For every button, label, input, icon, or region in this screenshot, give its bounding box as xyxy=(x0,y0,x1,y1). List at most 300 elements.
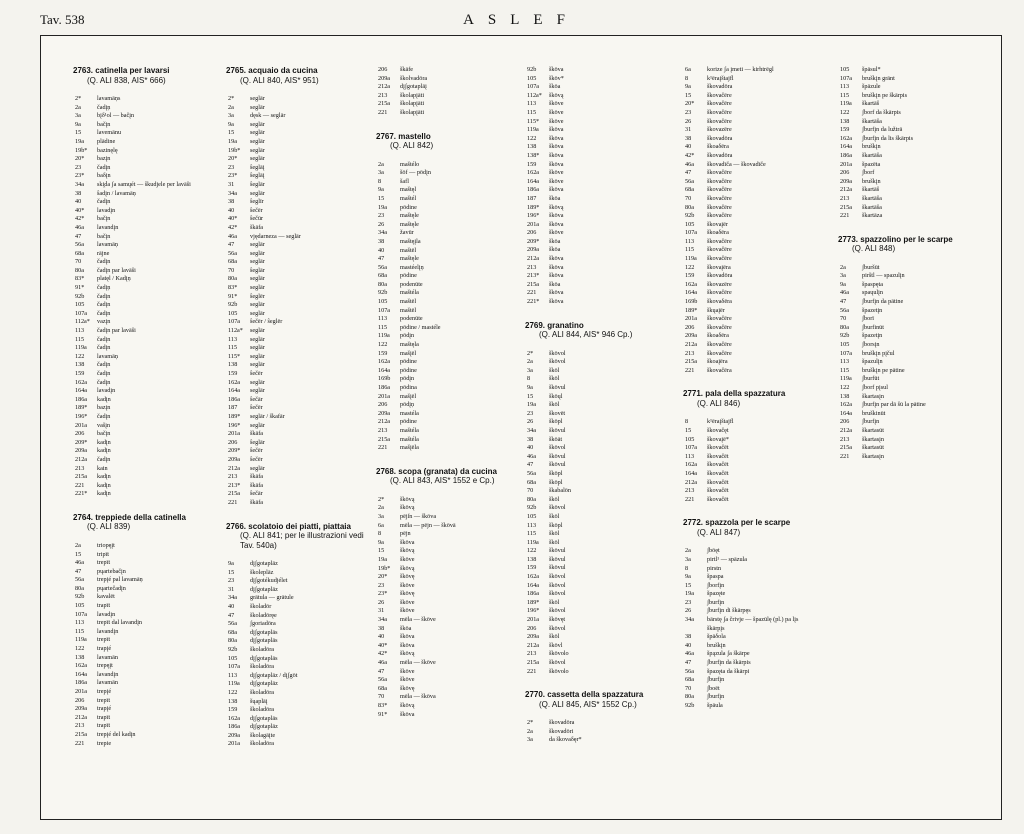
dialect-entry xyxy=(73,576,221,585)
dialect-form: škartasūt xyxy=(862,426,884,434)
dialect-form: škōvul xyxy=(549,547,566,555)
section-title xyxy=(226,66,371,85)
point-code: 119a xyxy=(75,636,87,644)
dialect-entry xyxy=(838,367,996,376)
point-code: 105 xyxy=(378,298,388,306)
dialect-entry xyxy=(525,384,677,393)
dialect-entry xyxy=(838,75,996,84)
point-code: 68a xyxy=(228,258,237,266)
point-code: 9a xyxy=(685,573,691,581)
dialect-entry xyxy=(73,671,221,680)
dialect-entry xyxy=(683,307,833,316)
point-code: 119a xyxy=(378,332,390,340)
point-code: 42* xyxy=(75,215,85,223)
point-code: 115 xyxy=(527,530,537,538)
point-code: 80a xyxy=(685,693,694,701)
point-code: 70 xyxy=(228,266,235,274)
dialect-entry xyxy=(683,195,833,204)
point-code: 215a xyxy=(378,435,391,443)
point-code: 113 xyxy=(840,358,850,366)
section-number: 2763. xyxy=(73,66,94,75)
point-code: 42* xyxy=(685,151,695,159)
dialect-form: škōva xyxy=(549,272,564,280)
dialect-form: maštęle xyxy=(400,220,419,228)
dialect-form: škovačēre xyxy=(707,255,732,263)
point-code: 107a xyxy=(840,74,853,82)
point-code: 112a* xyxy=(527,91,542,99)
dialect-entry xyxy=(73,147,221,156)
dialect-entry xyxy=(525,92,677,101)
dialect-form: čadįn par lavāši xyxy=(97,327,136,335)
point-code: 92b xyxy=(685,702,695,709)
dialect-entry xyxy=(838,264,996,273)
point-code: 213 xyxy=(685,349,695,357)
dialect-form: seglār xyxy=(250,120,265,128)
dialect-form: škovačēt xyxy=(707,478,729,486)
dialect-form: škōa xyxy=(549,194,561,202)
point-code: 80a xyxy=(75,266,84,274)
dialect-form: ŝečār xyxy=(250,395,263,403)
point-code: 201a xyxy=(75,688,88,695)
point-code: 189* xyxy=(75,404,88,412)
point-code: 105 xyxy=(75,602,85,610)
dialect-entry xyxy=(376,401,521,410)
dialect-form: škōva xyxy=(549,212,564,220)
dialect-entry xyxy=(683,607,833,616)
dialect-entry xyxy=(525,66,677,75)
dialect-form: škovačēre xyxy=(707,177,732,185)
dialect-form: ŝečēr xyxy=(250,455,263,463)
dialect-form: mēla — škōve xyxy=(400,616,436,624)
point-code: 19b* xyxy=(75,146,88,154)
dialect-entry xyxy=(683,470,833,479)
dialect-entry xyxy=(226,336,371,345)
dialect-entry xyxy=(226,190,371,199)
dialect-entry xyxy=(838,100,996,109)
point-code: 215a xyxy=(527,659,540,666)
point-code: 42* xyxy=(228,223,238,231)
dialect-form: mastéla xyxy=(400,409,419,417)
point-code: 70 xyxy=(685,684,692,692)
dialect-entry xyxy=(226,723,371,732)
dialect-form: pōdine xyxy=(400,203,417,211)
dialect-form: školadōra xyxy=(250,740,275,748)
dialect-entry xyxy=(73,336,221,345)
plate-number: Tav. 538 xyxy=(40,12,85,27)
dialect-form: škōl xyxy=(549,366,560,374)
dialect-form: školadōra xyxy=(250,706,275,714)
dialect-form: čadįn xyxy=(97,378,111,386)
dialect-entry xyxy=(73,327,221,336)
point-code: 113 xyxy=(685,237,695,245)
dialect-form: lavamān xyxy=(97,653,118,661)
point-code: 213* xyxy=(527,272,540,280)
dialect-entry xyxy=(525,427,677,436)
map-section xyxy=(376,467,521,719)
dialect-form: maštél xyxy=(400,194,417,202)
point-code: 38 xyxy=(685,633,692,641)
point-code: 68a xyxy=(378,684,387,692)
dialect-form: trepie xyxy=(97,739,112,747)
dialect-form: škovazēre xyxy=(707,126,732,134)
point-code: 107a xyxy=(228,318,241,326)
section-reference: (Q. ALI 842) xyxy=(390,141,434,151)
dialect-form: plādine xyxy=(97,137,116,145)
section-name: pala della spazzatura xyxy=(705,389,786,399)
point-code: 31 xyxy=(685,126,692,134)
point-code: 206 xyxy=(840,169,850,177)
point-code: 15 xyxy=(378,547,385,555)
dialect-entry xyxy=(73,224,221,233)
dialect-entry xyxy=(838,109,996,118)
dialect-form: škāfa xyxy=(250,223,264,231)
dialect-entry xyxy=(73,654,221,663)
dialect-entry xyxy=(525,143,677,152)
dialect-form: škovaδēra xyxy=(707,298,732,306)
dialect-form: škōvolo xyxy=(549,667,569,675)
dialect-entry xyxy=(226,655,371,664)
dialect-form: bruškinūt xyxy=(862,409,886,417)
dialect-entry xyxy=(525,582,677,591)
point-code: 40 xyxy=(527,444,534,452)
dialect-entry xyxy=(838,324,996,333)
dialect-form: škōvą xyxy=(400,504,415,512)
dialect-entry xyxy=(683,616,833,625)
section-title xyxy=(838,235,996,254)
dialect-form: škovadōra xyxy=(707,134,733,142)
dialect-form: trapįé xyxy=(97,645,112,653)
dialect-entry xyxy=(525,367,677,376)
dialect-form: seglār xyxy=(250,129,265,137)
dialect-form: škovačēre xyxy=(707,117,732,125)
section-name: scopa (granata) da cucina xyxy=(398,466,497,476)
dialect-form: ʃborī xyxy=(862,315,875,323)
dialect-form: ʃburfįn da škārpis xyxy=(707,659,751,667)
map-section xyxy=(683,518,833,710)
dialect-entry xyxy=(683,118,833,127)
map-section xyxy=(376,132,521,453)
dialect-form: pējſn — škōva xyxy=(400,512,437,520)
dialect-entry xyxy=(838,161,996,170)
point-code: 213 xyxy=(228,473,238,481)
point-code: 105 xyxy=(527,74,537,82)
dialect-entry xyxy=(683,229,833,238)
dialect-form: ŝečēr xyxy=(250,447,263,455)
point-code: 70 xyxy=(840,315,847,323)
point-code: 2a xyxy=(527,358,533,366)
point-code: 107a xyxy=(840,349,853,357)
dialect-form: trepīt xyxy=(97,696,111,704)
dialect-form: škōve xyxy=(549,169,564,177)
point-code: 169b xyxy=(685,298,698,306)
dialect-form: mēla — pējn — škōvā xyxy=(400,521,456,529)
dialect-entry xyxy=(838,332,996,341)
dialect-form: školapįāti xyxy=(400,108,425,116)
dialect-entry xyxy=(683,556,833,565)
dialect-entry xyxy=(838,350,996,359)
dialect-form: trapīt xyxy=(97,722,111,730)
point-code: 189* xyxy=(527,203,540,211)
dialect-form: škōvę xyxy=(400,573,415,581)
dialect-form: ŝeglāį xyxy=(250,163,265,171)
point-code: 105 xyxy=(685,435,695,443)
dialect-entry xyxy=(73,439,221,448)
point-code: 113 xyxy=(378,315,388,323)
point-code: 92b xyxy=(840,332,850,340)
section-title xyxy=(73,513,221,532)
dialect-entry xyxy=(683,358,833,367)
dialect-form: ʃburfįn xyxy=(707,693,725,701)
dialect-form: pųartečadįn xyxy=(97,584,126,592)
point-code: 47 xyxy=(378,255,385,263)
point-code: 186a xyxy=(75,679,88,687)
dialect-form: školvadōra xyxy=(400,74,428,82)
point-code: 122 xyxy=(685,263,695,271)
point-code: 221* xyxy=(75,490,88,498)
section-reference: (Q. ALI 845, AIS* 1552 Cp.) xyxy=(539,699,637,709)
point-code: 115 xyxy=(685,246,695,254)
dialect-entry xyxy=(376,556,521,565)
dialect-entry xyxy=(73,662,221,671)
dialect-entry xyxy=(683,186,833,195)
dialect-form: maštēl xyxy=(400,246,417,254)
dialect-form: škovačēre xyxy=(707,203,732,211)
point-code: 38 xyxy=(228,198,235,206)
dialect-entry xyxy=(226,344,371,353)
dialect-form: škōva xyxy=(549,66,564,73)
dialect-form: pirtl¹ — spāzula xyxy=(707,555,748,563)
point-code: 91* xyxy=(75,284,85,292)
point-code: 105 xyxy=(527,512,537,520)
point-code: 159 xyxy=(228,706,238,714)
point-code: 206 xyxy=(75,696,85,704)
dialect-form: škovaįēra xyxy=(707,263,731,271)
dialect-form: bazinęlę xyxy=(97,146,118,154)
dialect-entry xyxy=(226,646,371,655)
point-code: 201a xyxy=(685,315,698,323)
dialect-form: škōpl xyxy=(549,469,563,477)
point-code: 92b xyxy=(75,292,85,300)
dialect-entry xyxy=(73,138,221,147)
dialect-entry xyxy=(73,155,221,164)
dialect-entry xyxy=(376,625,521,634)
point-code: 105 xyxy=(840,66,850,73)
dialect-form: škōvol xyxy=(549,358,566,366)
dialect-entry xyxy=(376,633,521,642)
dialect-entry xyxy=(525,264,677,273)
point-code: 80a xyxy=(75,584,84,592)
dialect-form: pōdine / mastéle xyxy=(400,323,441,331)
map-section xyxy=(525,66,677,307)
point-code: 221 xyxy=(840,212,850,220)
point-code: 20* xyxy=(685,100,695,108)
point-code: 47 xyxy=(228,241,235,249)
point-code: 112a* xyxy=(75,318,90,326)
dialect-form: ʃburfįn xyxy=(862,418,880,426)
dialect-form: špązula ʃa škārpe xyxy=(707,650,750,658)
dialect-form: ʃburfįn di škārpęs xyxy=(707,607,751,615)
dialect-entry xyxy=(226,147,371,156)
dialect-form: škovadōra xyxy=(707,83,733,91)
dialect-entry xyxy=(226,439,371,448)
dialect-form: škōa xyxy=(549,246,561,254)
dialect-entry xyxy=(683,135,833,144)
dialect-entry xyxy=(73,482,221,491)
point-code: 46a xyxy=(685,160,694,168)
point-code: 162a xyxy=(75,378,88,386)
dialect-entry xyxy=(73,430,221,439)
dialect-entry xyxy=(683,204,833,213)
section-title xyxy=(525,690,677,709)
dialect-entry xyxy=(226,637,371,646)
dialect-entry xyxy=(683,255,833,264)
dialect-form: bačįn xyxy=(97,215,111,223)
dialect-form: kadįn xyxy=(97,438,111,446)
point-code: 23* xyxy=(75,172,85,180)
dialect-form: škovēt xyxy=(549,409,566,417)
point-code: 47 xyxy=(75,232,82,240)
dialect-form: škōvul xyxy=(549,426,566,434)
dialect-entry xyxy=(226,715,371,724)
point-code: 164a xyxy=(228,387,241,395)
dialect-form: škōvą xyxy=(400,650,415,658)
section-reference: (Q. ALI 847) xyxy=(697,527,741,537)
dialect-form: bačįn xyxy=(97,430,111,438)
dialect-entry xyxy=(838,204,996,213)
dialect-form: škovačēre xyxy=(707,323,732,331)
dialect-form: čadįn xyxy=(97,163,111,171)
dialect-form: škųaįēr xyxy=(707,306,725,314)
section-name: catinella per lavarsi xyxy=(95,66,170,75)
map-section xyxy=(226,522,371,750)
dialect-entry xyxy=(226,612,371,621)
dialect-entry xyxy=(73,207,221,216)
point-code: 40 xyxy=(685,641,692,649)
dialect-form: baδįn xyxy=(97,172,111,180)
point-code: 119a xyxy=(527,538,539,546)
point-code: 122 xyxy=(527,547,537,555)
dialect-form: škartāš xyxy=(862,186,880,194)
dialect-entry xyxy=(838,178,996,187)
point-code: 68a xyxy=(685,186,694,194)
point-code: 34a xyxy=(75,180,84,188)
dialect-form: škōvul xyxy=(549,384,566,391)
dialect-form: ŝeglār xyxy=(250,266,265,274)
dialect-form: škoaδēra xyxy=(707,143,729,151)
point-code: 113 xyxy=(228,335,238,343)
dialect-entry xyxy=(525,659,677,668)
point-code: 186a xyxy=(378,384,391,391)
map-section xyxy=(525,690,677,745)
dialect-entry xyxy=(376,384,521,393)
dialect-entry xyxy=(683,83,833,92)
dialect-entry xyxy=(525,470,677,479)
point-code: 23* xyxy=(228,172,238,180)
dialect-form: pōdįn xyxy=(400,375,415,383)
point-code: 70 xyxy=(685,194,692,202)
dialect-form: škōvą xyxy=(400,702,415,709)
point-code: 68a xyxy=(685,676,694,684)
point-code: 2a xyxy=(75,103,81,111)
point-code: 3a xyxy=(685,555,691,563)
dialect-entry xyxy=(376,702,521,711)
dialect-entry xyxy=(525,135,677,144)
point-code: 105 xyxy=(685,220,695,228)
point-code: 162a xyxy=(228,714,241,722)
dialect-form: ʃburfūt xyxy=(862,375,880,383)
dialect-form: škōvą xyxy=(400,495,415,503)
dialect-entry xyxy=(226,293,371,302)
dialect-form: škōve xyxy=(400,676,415,684)
dialect-entry xyxy=(73,198,221,207)
point-code: 46a xyxy=(378,659,387,667)
dialect-entry xyxy=(683,565,833,574)
dialect-form: čadįn xyxy=(97,335,111,343)
dialect-entry xyxy=(838,341,996,350)
dialect-form: seglār xyxy=(250,378,265,386)
dialect-form: bazįn xyxy=(97,155,111,163)
point-code: 221 xyxy=(75,481,85,489)
dialect-entry xyxy=(226,361,371,370)
point-code: 119a xyxy=(685,255,697,263)
column-2 xyxy=(226,66,371,763)
dialect-form: škovaįē* xyxy=(707,435,729,443)
dialect-entry xyxy=(683,650,833,659)
dialect-entry xyxy=(73,353,221,362)
dialect-entry xyxy=(376,272,521,281)
dialect-form: škōva xyxy=(549,298,564,306)
dialect-form: školadōr xyxy=(250,602,272,610)
point-code: 26 xyxy=(527,418,534,426)
dialect-form: škovadōra xyxy=(707,151,733,159)
point-code: 15 xyxy=(685,581,692,589)
point-code: 221 xyxy=(840,452,850,460)
dialect-entry xyxy=(376,522,521,531)
dialect-form: dįʃgotaplāz xyxy=(250,680,278,688)
dialect-form: ʃborf xyxy=(862,169,875,177)
dialect-entry xyxy=(683,453,833,462)
dialect-form: škōl xyxy=(549,538,560,546)
point-code: 221 xyxy=(228,498,238,506)
section-name: acquaio da cucina xyxy=(248,66,318,75)
dialect-form: seglār / škafār xyxy=(250,412,285,420)
dialect-entry xyxy=(73,129,221,138)
dialect-entry xyxy=(226,95,371,104)
dialect-form: škovačēre xyxy=(707,341,732,348)
point-code: 6a xyxy=(378,521,384,529)
dialect-form: škovačēre xyxy=(707,108,732,116)
point-code: 115* xyxy=(527,117,540,125)
dialect-form: čadįn xyxy=(97,361,111,369)
dialect-form: ʃburfįn xyxy=(707,598,725,606)
dialect-form: škovadōra xyxy=(549,719,575,727)
map-section xyxy=(73,66,221,499)
dialect-form: škoaįēra xyxy=(707,358,728,366)
dialect-form: kadįn xyxy=(97,473,111,481)
dialect-entry xyxy=(525,668,677,677)
dialect-form: škōvul xyxy=(549,564,566,572)
dialect-entry xyxy=(376,212,521,221)
point-code: 34a xyxy=(527,426,536,434)
dialect-form: kadįn xyxy=(97,447,111,455)
dialect-entry xyxy=(683,75,833,84)
point-code: 34a xyxy=(685,616,694,624)
dialect-form: ŝečēr xyxy=(250,404,263,412)
dialect-entry xyxy=(683,264,833,273)
dialect-entry xyxy=(226,138,371,147)
point-code: 8 xyxy=(378,530,382,538)
point-code: 115 xyxy=(840,91,850,99)
